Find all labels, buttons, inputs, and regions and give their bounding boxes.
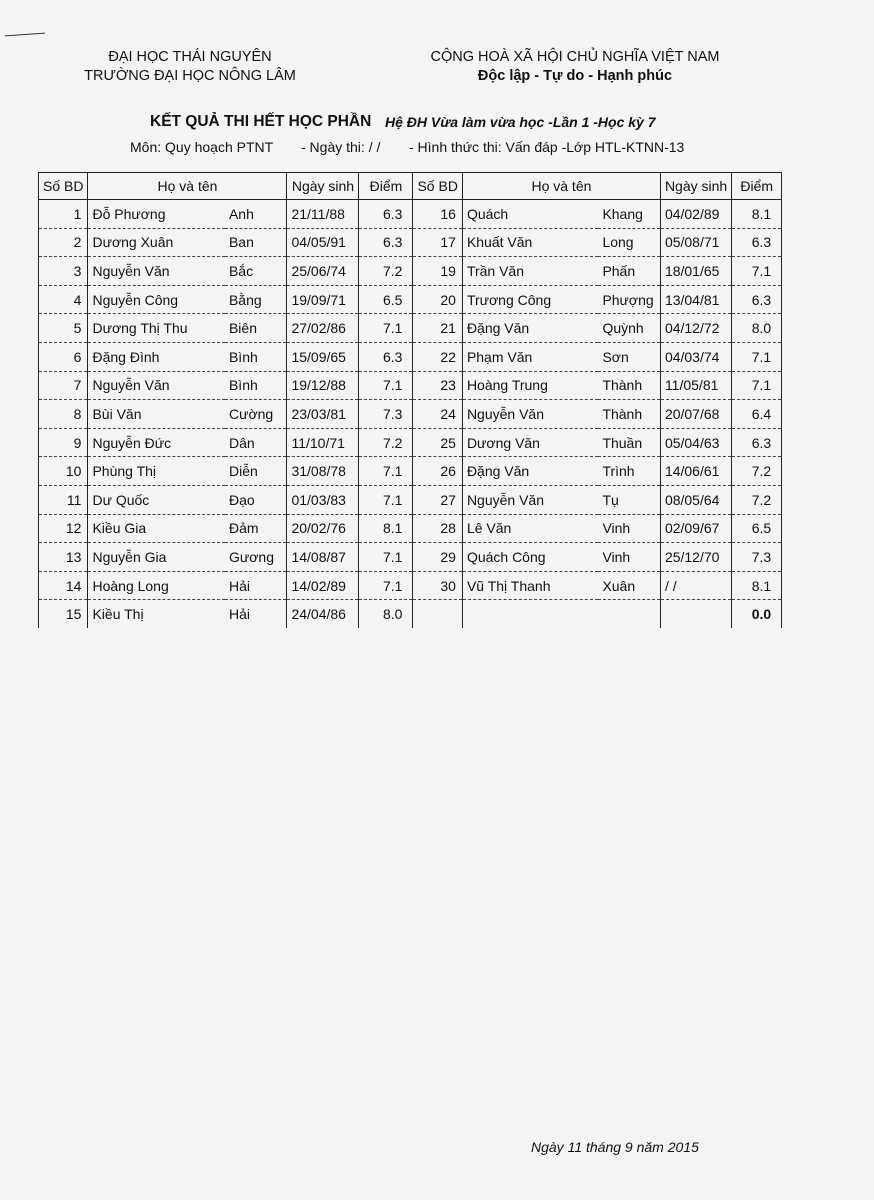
student-number: 29	[413, 543, 462, 572]
student-given-name: Vinh	[598, 543, 660, 572]
exam-form-label: - Hình thức thi: Vấn đáp -Lớp HTL-KTNN-13	[409, 139, 685, 155]
student-given-name: Trình	[598, 457, 660, 486]
student-given-name: Hải	[228, 606, 250, 623]
student-score: 7.2	[732, 485, 782, 514]
student-dob: 14/06/61	[660, 457, 731, 486]
student-score: 6.3	[732, 285, 782, 314]
page-subtitle: Hệ ĐH Vừa làm vừa học -Lần 1 -Học kỳ 7	[385, 114, 656, 130]
student-surname: Đặng Văn	[462, 457, 598, 486]
student-score: 7.1	[359, 571, 413, 600]
student-surname: Bùi Văn	[88, 400, 225, 429]
student-dob: 05/08/71	[660, 228, 731, 257]
col-header-dob: Ngày sinh	[287, 173, 359, 200]
student-score: 7.1	[359, 543, 413, 572]
student-given-name: Bằng	[225, 285, 287, 314]
student-dob: 15/09/65	[287, 342, 359, 371]
national-header	[410, 48, 740, 86]
student-surname: Lê Văn	[462, 514, 598, 543]
student-score: 8.1	[359, 514, 413, 543]
student-number: 24	[413, 400, 462, 429]
student-number: 8	[39, 400, 88, 429]
student-score: 7.1	[359, 485, 413, 514]
student-score: 7.2	[359, 428, 413, 457]
table-row	[39, 543, 782, 572]
table-row	[39, 514, 782, 543]
student-score: 0.0	[732, 600, 782, 628]
student-given-name: Phượng	[598, 285, 660, 314]
student-surname: Khuất Văn	[462, 228, 598, 257]
student-number: 9	[39, 428, 88, 457]
student-score: 8.0	[732, 314, 782, 343]
student-given-name: Bình	[225, 371, 287, 400]
student-number: 27	[413, 485, 462, 514]
student-given-name: Long	[598, 228, 660, 257]
student-surname: Trương Công	[462, 285, 598, 314]
grades-table	[38, 172, 782, 628]
table-row	[39, 457, 782, 486]
student-score: 6.4	[732, 400, 782, 429]
table-row	[39, 314, 782, 343]
student-score: 6.3	[732, 228, 782, 257]
table-row	[39, 228, 782, 257]
student-given-name: Thành	[598, 371, 660, 400]
table-row	[39, 485, 782, 514]
student-number: 1	[39, 200, 88, 229]
student-dob: 01/03/83	[287, 485, 359, 514]
student-number: 23	[413, 371, 462, 400]
student-surname: Quách Công	[462, 543, 598, 572]
student-surname: Nguyễn Văn	[88, 371, 225, 400]
exam-date-label: - Ngày thi: / /	[301, 139, 381, 155]
table-row	[39, 571, 782, 600]
student-given-name: Cường	[225, 400, 287, 429]
student-surname: Đặng Văn	[462, 314, 598, 343]
table-row	[39, 428, 782, 457]
table-row	[39, 600, 782, 628]
student-number: 13	[39, 543, 88, 572]
student-surname	[462, 600, 598, 628]
student-number: 16	[413, 200, 462, 229]
student-given-name: Ban	[225, 228, 287, 257]
student-number: 3	[39, 257, 88, 286]
student-score: 7.1	[732, 257, 782, 286]
student-number: 2	[39, 228, 88, 257]
student-surname: Phạm Văn	[462, 342, 598, 371]
student-score: 8.1	[732, 200, 782, 229]
student-score: 7.1	[359, 371, 413, 400]
student-surname: Nguyễn Đức	[88, 428, 225, 457]
student-number: 7	[39, 371, 88, 400]
col-header-sbd: Số BD	[39, 173, 88, 200]
student-given-name: Đạo	[225, 485, 287, 514]
student-given-name: Tụ	[598, 485, 660, 514]
student-score: 8.0	[359, 600, 413, 628]
student-given-name: Gương	[225, 543, 287, 572]
student-dob: 19/12/88	[287, 371, 359, 400]
student-number: 6	[39, 342, 88, 371]
table-row	[39, 257, 782, 286]
col-header-name: Họ và tên	[88, 173, 287, 200]
student-surname: Nguyễn Văn	[88, 257, 225, 286]
student-surname: Vũ Thị Thanh	[462, 571, 598, 600]
student-number: 14	[39, 571, 88, 600]
student-dob: 11/10/71	[287, 428, 359, 457]
student-surname: Nguyễn Gia	[88, 543, 225, 572]
student-score: 6.3	[359, 342, 413, 371]
student-dob: 14/02/89	[287, 571, 359, 600]
student-number: 19	[413, 257, 462, 286]
pen-mark	[5, 33, 45, 37]
student-surname: Trần Văn	[462, 257, 598, 286]
col-header-name: Họ và tên	[462, 173, 660, 200]
school-name: TRƯỜNG ĐẠI HỌC NÔNG LÂM	[84, 68, 296, 84]
student-score: 7.1	[732, 342, 782, 371]
student-score: 7.3	[732, 543, 782, 572]
student-score: 7.1	[359, 457, 413, 486]
table-row	[39, 285, 782, 314]
student-dob: 04/03/74	[660, 342, 731, 371]
student-surname: Dương Thị Thu	[88, 314, 225, 343]
student-given-name: Quỳnh	[598, 314, 660, 343]
student-dob: 04/12/72	[660, 314, 731, 343]
student-number: 26	[413, 457, 462, 486]
national-motto: Độc lập - Tự do - Hạnh phúc	[477, 68, 673, 84]
student-surname: Đặng Đình	[88, 342, 225, 371]
student-number: 28	[413, 514, 462, 543]
table-row	[39, 371, 782, 400]
student-dob: 20/02/76	[287, 514, 359, 543]
student-score: 7.2	[732, 457, 782, 486]
student-number: 15	[39, 600, 88, 628]
table-row	[39, 400, 782, 429]
student-number: 21	[413, 314, 462, 343]
student-number: 22	[413, 342, 462, 371]
student-given-name: Xuân	[598, 571, 660, 600]
student-surname: Dư Quốc	[88, 485, 225, 514]
student-surname: Kiều Gia	[88, 514, 225, 543]
student-dob: 25/06/74	[287, 257, 359, 286]
student-score: 7.1	[359, 314, 413, 343]
student-score: 6.5	[732, 514, 782, 543]
student-dob: 08/05/64	[660, 485, 731, 514]
student-given-name: Sơn	[598, 342, 660, 371]
student-dob: 04/02/89	[660, 200, 731, 229]
table-row	[39, 342, 782, 371]
student-number: 12	[39, 514, 88, 543]
student-number: 25	[413, 428, 462, 457]
student-given-name: Dân	[225, 428, 287, 457]
student-dob: 04/05/91	[287, 228, 359, 257]
student-given-name: Hải	[225, 571, 287, 600]
student-given-name: Phấn	[598, 257, 660, 286]
student-number: 10	[39, 457, 88, 486]
student-given-name: Diễn	[225, 457, 287, 486]
student-score: 6.3	[732, 428, 782, 457]
student-surname: Dương Văn	[462, 428, 598, 457]
col-header-score: Điểm	[732, 173, 782, 200]
student-given-name: Anh	[225, 200, 287, 229]
student-dob: 20/07/68	[660, 400, 731, 429]
student-number: 4	[39, 285, 88, 314]
student-dob: 02/09/67	[660, 514, 731, 543]
student-surname: Nguyễn Công	[88, 285, 225, 314]
student-score: 7.1	[732, 371, 782, 400]
student-surname: Hoàng Trung	[462, 371, 598, 400]
student-number: 17	[413, 228, 462, 257]
student-given-name: Thuần	[598, 428, 660, 457]
student-score: 7.3	[359, 400, 413, 429]
student-dob: / /	[660, 571, 731, 600]
student-dob: 13/04/81	[660, 285, 731, 314]
student-surname: Đỗ Phương	[88, 200, 225, 229]
student-surname: Phùng Thị	[88, 457, 225, 486]
student-dob: 14/08/87	[287, 543, 359, 572]
student-surname: Dương Xuân	[88, 228, 225, 257]
country-name: CỘNG HOÀ XÃ HỘI CHỦ NGHĨA VIỆT NAM	[430, 49, 720, 65]
page-title: KẾT QUẢ THI HẾT HỌC PHẦN	[150, 113, 372, 130]
student-dob: 18/01/65	[660, 257, 731, 286]
student-number: 11	[39, 485, 88, 514]
student-dob: 11/05/81	[660, 371, 731, 400]
university-name: ĐẠI HỌC THÁI NGUYÊN	[108, 49, 272, 65]
col-header-sbd: Số BD	[413, 173, 462, 200]
student-given-name: Thành	[598, 400, 660, 429]
student-score: 6.5	[359, 285, 413, 314]
student-score: 6.3	[359, 228, 413, 257]
student-number: 20	[413, 285, 462, 314]
student-surname: Hoàng Long	[88, 571, 225, 600]
student-given-name: Vinh	[598, 514, 660, 543]
student-dob: 21/11/88	[287, 200, 359, 229]
student-given-name: Bắc	[225, 257, 287, 286]
student-number	[413, 600, 462, 628]
student-dob: 05/04/63	[660, 428, 731, 457]
student-dob: 23/03/81	[287, 400, 359, 429]
student-number: 30	[413, 571, 462, 600]
student-dob: 31/08/78	[287, 457, 359, 486]
student-given-name: Đảm	[225, 514, 287, 543]
student-surname: Nguyễn Văn	[462, 485, 598, 514]
student-dob: 27/02/86	[287, 314, 359, 343]
student-surname: Quách	[462, 200, 598, 229]
student-dob: 25/12/70	[660, 543, 731, 572]
student-given-name: Khang	[598, 200, 660, 229]
student-dob: 24/04/86	[287, 600, 359, 628]
col-header-score: Điểm	[359, 173, 413, 200]
student-surname: Nguyễn Văn	[462, 400, 598, 429]
student-score: 8.1	[732, 571, 782, 600]
signing-date: Ngày 11 tháng 9 năm 2015	[531, 1139, 699, 1155]
table-header-row	[39, 173, 782, 200]
student-surname: Kiều Thị	[88, 600, 225, 628]
student-number: 5	[39, 314, 88, 343]
student-score: 7.2	[359, 257, 413, 286]
university-header	[60, 48, 320, 86]
student-given-name: Biên	[225, 314, 287, 343]
col-header-dob: Ngày sinh	[660, 173, 731, 200]
student-dob	[660, 600, 731, 628]
student-given-name	[598, 600, 660, 628]
student-given-name: Bình	[225, 342, 287, 371]
student-dob: 19/09/71	[287, 285, 359, 314]
table-row	[39, 200, 782, 229]
student-score: 6.3	[359, 200, 413, 229]
subject-label: Môn: Quy hoạch PTNT	[130, 139, 274, 155]
